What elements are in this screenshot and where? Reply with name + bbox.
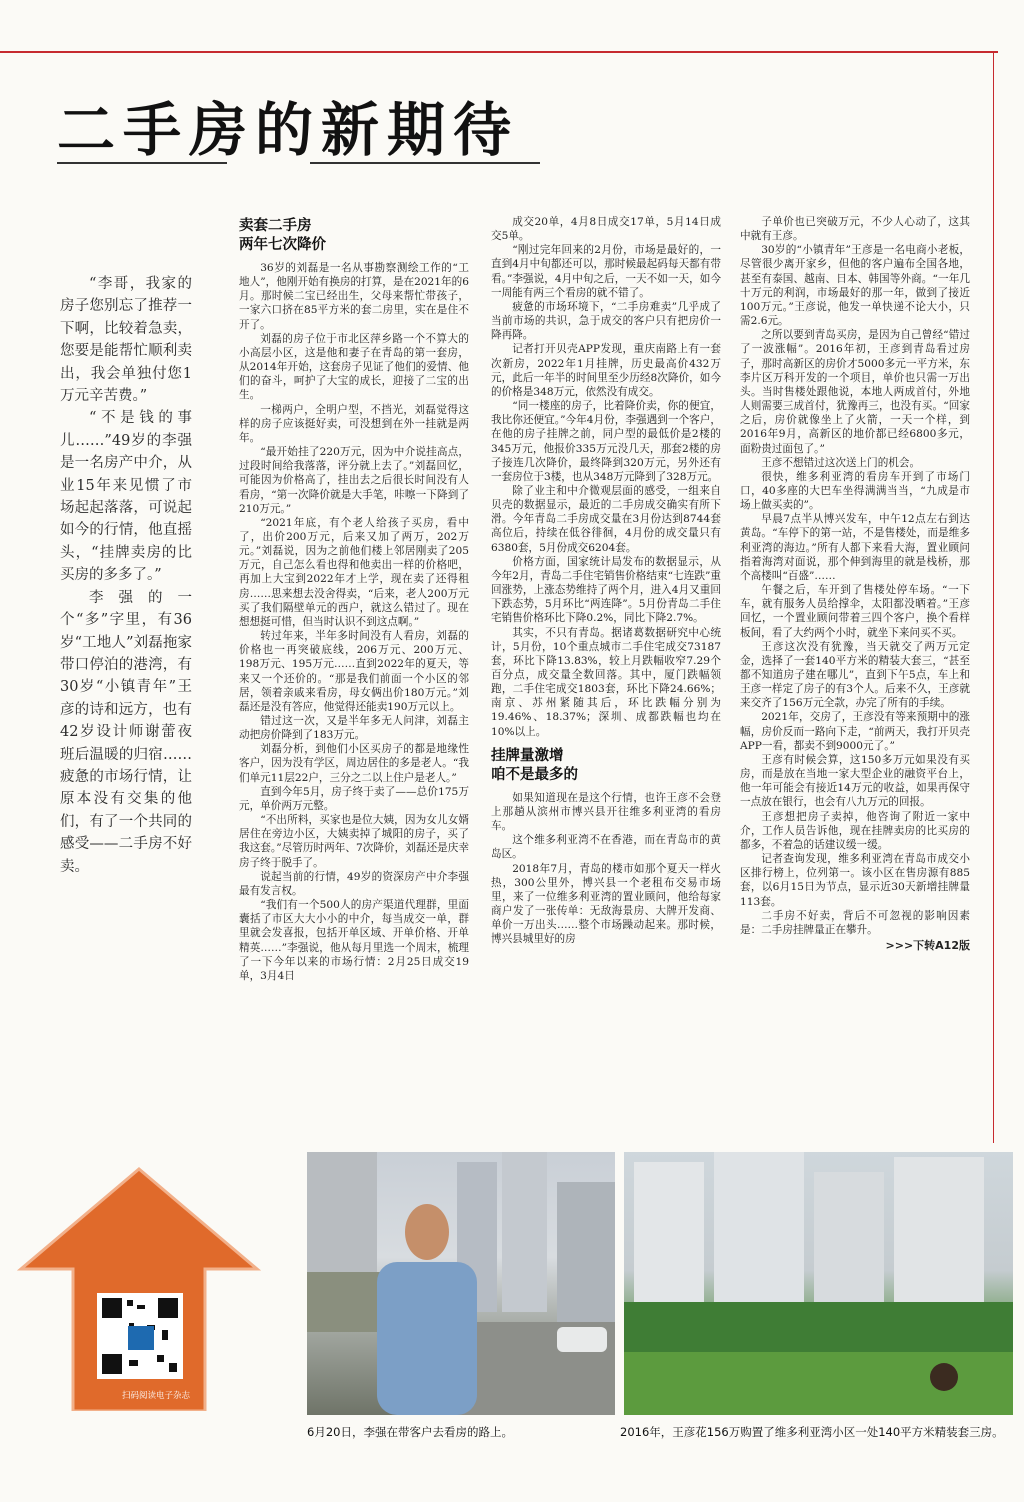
qr-caption: 扫码阅读电子杂志	[121, 1391, 190, 1401]
article-paragraph: 30岁的“小镇青年”王彦是一名电商小老板，尽管很少离开家乡，但他的客户遍布全国各地，甚至有泰国、越南、日本、韩国等外商。“一年几十万元的利润，市场最好的那一年，做到了接近100万元。”王彦说，他发一单快递不论大小，只需2.6元。	[740, 244, 970, 328]
article-paragraph: “最开始挂了220万元，因为中介说挂高点，过段时间给我落落，评分就上去了。”刘磊回忆，可能因为价格高了，挂出去之后很长时间没有人看房，“第一次降价就是大手笔，咔嚓一下降到了210万元。”	[239, 446, 469, 515]
top-rule	[0, 51, 998, 53]
lead-paragraph: “不是钱的事儿……”49岁的李强是一名房产中介，从业15年来见惯了市场起起落落，可说起如今的行情，他直摇头，“挂牌卖房的比买房的多多了。”	[60, 410, 192, 584]
article-paragraph: 二手房不好卖，背后不可忽视的影响因素是：二手房挂牌量正在攀升。	[740, 909, 970, 936]
article-paragraph: “我们有一个500人的房产渠道代理群，里面囊括了市区大大小小的中介，每当成交一单，群里就会发喜报，包括开单区域、开单价格、开单精英……”李强说，他从每月里选一个周末，梳理了一下今年以来的市场行情：2月25日成交19单，3月4日	[239, 899, 469, 982]
arrow-icon	[17, 1165, 261, 1411]
side-rule	[993, 53, 994, 1143]
article-column-2	[491, 215, 721, 947]
lead-text	[60, 273, 192, 878]
article-paragraph: 王彦不想错过这次送上门的机会。	[761, 456, 921, 469]
article-paragraph: “刚过完年回来的2月份，市场是最好的，一直到4月中旬都还可以，那时候最起码每天都有带看。”李强说，4月中旬之后，一天不如一天，如今一周能有两三个看房的就不错了。	[491, 244, 721, 299]
photo-caption-2: 2016年，王彦花156万购置了维多利亚湾小区一处140平方米精装套三房。	[620, 1425, 1004, 1439]
article-column-1	[239, 215, 469, 983]
article-paragraph: 价格方面，国家统计局发布的数据显示，从今年2月，青岛二手住宅销售价格结束“七连跌”重回涨势，上涨态势维持了两个月，进入4月又重回下跌态势，5月环比“两连降”。5月份青岛二手住宅销售价格环比下降0.2%，同比下降2.7%。	[491, 555, 721, 625]
article-paragraph: 午餐之后，车开到了售楼处停车场。“一下车，就有服务人员给撑伞，太阳都没晒着。”王彦回忆，一个置业顾问带着三四个客户，换个看样板间，看了大约两个小时，就坐下来问买不买。	[740, 584, 970, 639]
lead-paragraph: “李哥，我家的房子您别忘了推荐一下啊，比较着急卖，您要是能帮忙顺利卖出，我会单独付您1万元辛苦费。”	[60, 276, 192, 405]
article-paragraph: 王彦这次没有犹豫，当天就交了两万元定金，选择了一套140平方米的精装大套三，“甚至都不知道房子建在哪儿”，直到下午5点，车上和王彦一样定了房子的有3个人。后来不久，王彦就来交齐了156万元全款，办完了所有的手续。	[740, 640, 970, 710]
article-paragraph: 其实，不只有青岛。据诸葛数据研究中心统计，5月份，10个重点城市二手住宅成交73187套，环比下降13.83%，较上月跌幅收窄7.29个百分点，成交量全数回落。其中，厦门跌幅领跑，二手住宅成交1803套，环比下降24.66%；南京、苏州紧随其后，环比跌幅分别为19.46%、18.37%；深圳、成都跌幅也均在10%以上。	[491, 626, 721, 738]
article-paragraph: 记者查询发现，维多利亚湾在青岛市成交小区排行榜上，位列第一。该小区在售房源有885套，以6月15日为节点，显示近30天新增挂牌量113套。	[740, 853, 970, 908]
continued-on-page[interactable]: >>>下转A12版	[885, 938, 970, 952]
article-paragraph: 2021年，交房了，王彦没有等来预期中的涨幅，房价反而一路向下走，“前两天，我打开贝壳APP一看，都卖不到9000元了。”	[740, 711, 970, 752]
article-paragraph: 一梯两户，全明户型，不挡光，刘磊觉得这样的房子应该挺好卖，可没想到在外一挂就是两年。	[239, 403, 469, 444]
article-paragraph: “不出所料，买家也是位大姨，因为女儿女婿居住在旁边小区，大姨卖掉了城阳的房子，买了我这套。”尽管历时两年、7次降价，刘磊还是庆幸房子终于脱手了。	[239, 814, 469, 869]
headline: 二手房的新期待	[57, 96, 520, 164]
article-paragraph: 说起当前的行情，49岁的资深房产中介李强最有发言权。	[239, 870, 469, 897]
article-paragraph: 王彦有时候会算，这150多万元如果没有买房，而是放在当地一家大型企业的融资平台上，他一年可能会有接近14万元的收益，如果再保守一点放在银行，也会有八九万元的回报。	[740, 753, 970, 809]
lead-paragraph: 李强的一个“多”字里，有36岁“工地人”刘磊拖家带口停泊的港湾，有30岁“小镇青年”王彦的诗和远方，也有42岁设计师谢蕾夜班后温暖的归宿……疲惫的市场行情，让原本没有交集的他们，有了一个共同的感受——二手房不好卖。	[60, 589, 192, 875]
article-paragraph: 很快，维多利亚湾的看房车开到了市场门口，40多座的大巴车坐得满满当当，“九成是市场上做买卖的”。	[740, 470, 970, 512]
photo-illustration-icon	[307, 1152, 615, 1415]
article-paragraph: 除了业主和中介微观层面的感受，一组来自贝壳的数据显示，最近的二手房成交确实有所下滑。今年青岛二手房成交量在3月份达到8744套高位后，持续在低谷徘徊，4月份的成交量只有6380套，5月份成交6204套。	[491, 484, 721, 554]
article-paragraph: 直到今年5月，房子终于卖了——总价175万元，单价两万元整。	[239, 785, 469, 812]
article-paragraph: “2021年底，有个老人给孩子买房，看中了，出价200万元，后来又加了两万，202万元。”刘磊说，因为之前他们楼上邻居刚卖了205万元，自己怎么看也得和他卖出一样的价格吧，再加上大宝到2022年才上学，现在卖了还得租房……思来想去没舍得卖，“后来，老人200万元买了我们隔壁单元的西户，就这么错过了。现在想想挺可惜，但当时认识不到这点啊。”	[239, 516, 469, 628]
article-paragraph: 之所以要到青岛买房，是因为自己曾经“错过了一波涨幅”。2016年初，王彦到青岛看过房子，那时高新区的房价才5000多元一平方米，东李片区万科开发的一个项目，单价也只需一万出头。当时售楼处跟他说，本地人两成首付，外地人则需要三成首付，犹豫再三，也没有买。“回家之后，房价就像坐上了火箭，一天一个样，到2016年9月，高新区的地价都已经6800多元，面粉贵过面包了。”	[740, 329, 970, 455]
section-heading: 卖套二手房 两年七次降价	[239, 218, 326, 253]
promo-arrow[interactable]	[17, 1165, 261, 1411]
photo-victoria-bay-community	[624, 1152, 1013, 1415]
article-paragraph: 早晨7点半从博兴发车，中午12点左右到达黄岛。“车停下的第一站，不是售楼处，而是维多利亚湾的海边。”所有人都下来看大海，置业顾问指着海湾对面说，那个伸到海里的就是栈桥，那个高楼叫“百盛”……	[740, 513, 970, 582]
article-column-3	[740, 215, 970, 953]
article-paragraph: 子单价也已突破万元，不少人心动了，这其中就有王彦。	[740, 216, 970, 243]
section-heading: 挂牌量激增 咱不是最多的	[491, 747, 578, 783]
article-paragraph: 王彦想把房子卖掉，他咨询了附近一家中介，工作人员告诉他，现在挂牌卖房的比买房的都多，不着急的话建议缓一缓。	[740, 810, 970, 851]
article-paragraph: 刘磊分析，到他们小区买房子的都是地缘性客户，因为没有学区，周边居住的多是老人。“我们单元11层22户，三分之二以上住户是老人。”	[239, 743, 469, 784]
photo-caption-1: 6月20日，李强在带客户去看房的路上。	[307, 1425, 513, 1439]
article-paragraph: 记者打开贝壳APP发现，重庆南路上有一套次新房，2022年1月挂牌，历史最高价432万元，此后一年半的时间里至少历经8次降价，如今的价格是348万元，依然没有成交。	[491, 343, 721, 398]
article-paragraph: 转过年来，半年多时间没有人看房，刘磊的价格也一再突破底线，206万元、200万元、198万元、195万元……直到2022年的夏天，等来又一个还价的。“那是我们前面一个小区的邻居，领着亲戚来看房，母女俩出价180万元。”刘磊还是没有答应，他觉得还能卖190万元以上。	[239, 630, 469, 713]
article-paragraph: 疲惫的市场环境下，“二手房难卖”几乎成了当前市场的共识，急于成交的客户只有把房价一降再降。	[491, 300, 721, 342]
article-paragraph: 2018年7月，青岛的楼市如那个夏天一样火热，300公里外，博兴县一个老租布交易市场里，来了一位维多利亚湾的置业顾问，他给每家商户发了一张传单：无敌海景房、大牌开发商、单价一万出头……整个市场躁动起来。那时候，博兴县城里好的房	[491, 862, 721, 946]
photo-li-qiang-street	[307, 1152, 615, 1415]
article-paragraph: “同一楼座的房子，比着降价卖，你的便宜，我比你还便宜。”今年4月份，李强遇到一个客户，在他的房子挂牌之前，同户型的最低价是2楼的345万元，他报价335万元没几天，那套2楼的房子接连几次降价，最终降到320万元，另外还有一套房位于3楼，也从348万元降到了328万元。	[491, 400, 721, 483]
article-paragraph: 成交20单，4月8日成交17单，5月14日成交5单。	[491, 216, 721, 243]
article-paragraph: 这个维多利亚湾不在香港，而在青岛市的黄岛区。	[491, 834, 721, 861]
article-paragraph: 36岁的刘磊是一名从事勘察测绘工作的“工地人”，他刚开始有换房的打算，是在2021年的6月。那时候二宝已经出生，父母来帮忙带孩子，一家六口挤在85平方米的套二房里，实在是住不开了。	[239, 262, 469, 331]
article-paragraph: 错过这一次，又是半年多无人问津，刘磊主动把房价降到了183万元。	[239, 715, 469, 742]
photo-illustration-icon	[624, 1152, 1013, 1415]
article-paragraph: 刘磊的房子位于市北区萍乡路一个不算大的小高层小区，这是他和妻子在青岛的第一套房，从2014年开始，这套房子见证了他们的爱情、他们的奋斗，呵护了大宝的成长，迎接了二宝的出生。	[239, 332, 469, 402]
article-paragraph: 如果知道现在是这个行情，也许王彦不会登上那趟从滨州市博兴县开往维多利亚湾的看房车。	[491, 791, 721, 833]
